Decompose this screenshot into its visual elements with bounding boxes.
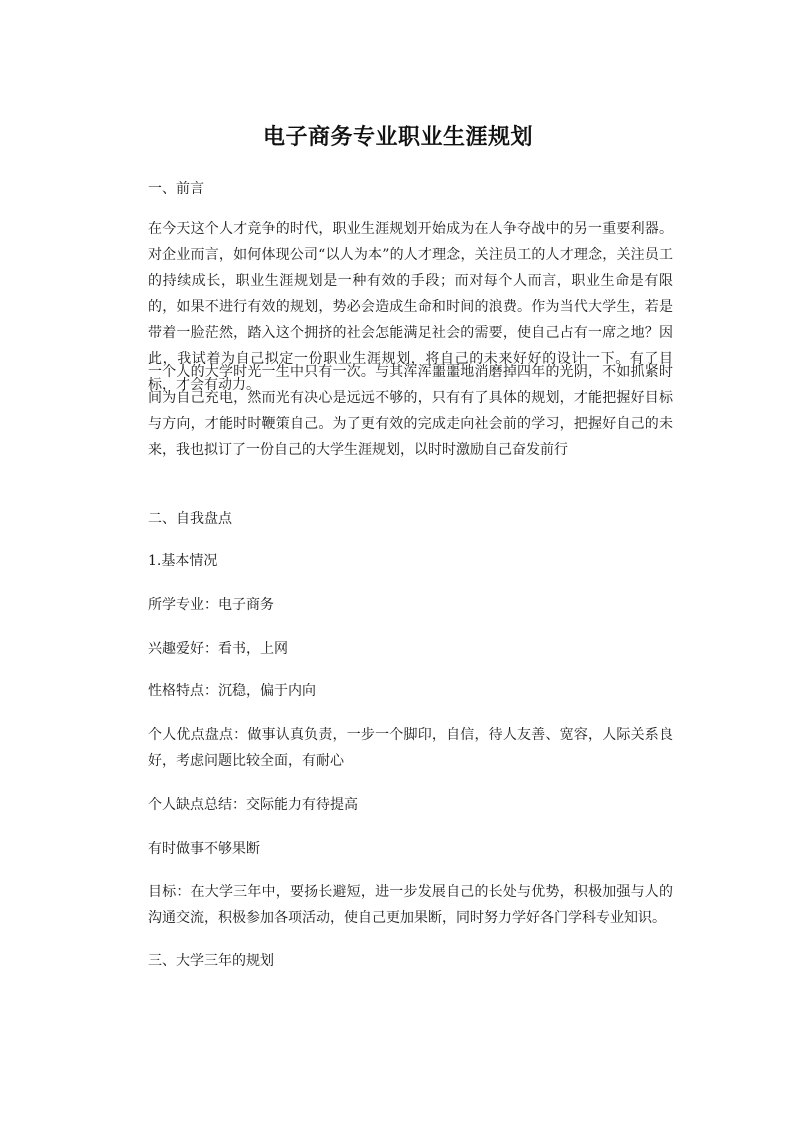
section-heading-self-assessment: 二、自我盘点 bbox=[148, 511, 232, 527]
document-title: 电子商务专业职业生涯规划 bbox=[262, 125, 533, 150]
section-heading-preface: 一、前言 bbox=[148, 181, 204, 197]
paragraph-text: 目标：在大学三年中，要扬长避短，进一步发展自己的长处与优势，积极加强与人的沟通交流，积极参加各项活动，使自己更加果断，同时努力学好各门学科专业知识。 bbox=[148, 884, 673, 926]
item-weakness: 个人缺点总结：交际能力有待提高 bbox=[148, 797, 358, 813]
paragraph-text: 一个人的大学时光一生中只有一次。与其浑浑噩噩地消磨掉四年的光阴，不如抓紧时间为自己充电，然而光有决心是远远不够的，只有有了具体的规划，才能把握好目标与方向，才能时时鞭策自己。为了更有效的完成走向社会前的学习，把握好自己的未来，我也拟订了一份自己的大学生涯规划，以时时激励自己奋发前行 bbox=[148, 364, 673, 458]
item-character: 性格特点：沉稳，偏于内向 bbox=[148, 683, 316, 699]
item-hobby: 兴趣爱好：看书，上网 bbox=[148, 641, 288, 657]
paragraph-text: 个人优点盘点：做事认真负责，一步一个脚印，自信，待人友善、宽容，人际关系良好，考虑问题比较全面，有耐心 bbox=[148, 727, 673, 769]
item-major: 所学专业：电子商务 bbox=[148, 597, 274, 613]
item-strengths bbox=[148, 722, 673, 774]
paragraph-text: 在今天这个人才竞争的时代，职业生涯规划开始成为在人争夺战中的另一重要利器。对企业而言，如何体现公司“以人为本”的人才理念，关注员工的人才理念，关注员工的持续成长，职业生涯规划是一种有效的手段；而对每个人而言，职业生命是有限的，如果不进行有效的规划，势必会造成生命和时间的浪费。作为当代大学生，若是带着一脸茫然，踏入这个拥挤的社会怎能满足社会的需要，使自己占有一席之地？因此，我试着为自己拟定一份职业生涯规划，将自己的未来好好的设计一下。有了目标，才会有动力。 bbox=[148, 221, 673, 393]
item-goal bbox=[148, 879, 673, 931]
section-heading-plan: 三、大学三年的规划 bbox=[148, 953, 274, 969]
subheading-basic-info: 1.基本情况 bbox=[148, 553, 218, 569]
paragraph-preface-2 bbox=[148, 359, 673, 463]
item-weakness-2: 有时做事不够果断 bbox=[148, 841, 260, 857]
